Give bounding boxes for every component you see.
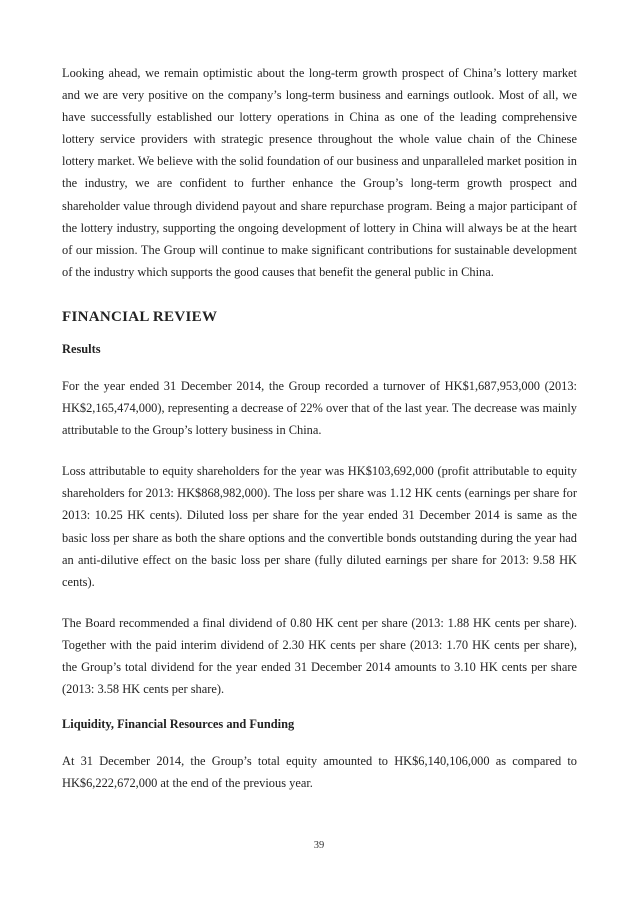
paragraph-turnover: For the year ended 31 December 2014, the Group recorded a turnover of HK$1,687,953,000 (2013: HK$2,165,474,000), representing a decrease of 22% over that of the last year. The decrease was mainly attributable to the Group’s lottery business in China.	[62, 378, 577, 438]
page-content	[62, 62, 577, 794]
paragraph-total-equity: At 31 December 2014, the Group’s total equity amounted to HK$6,140,106,000 as compared to HK$6,222,672,000 at the end of the previous year.	[62, 754, 577, 791]
subheading-results: Results	[62, 341, 101, 356]
paragraph-dividend: The Board recommended a final dividend of 0.80 HK cent per share (2013: 1.88 HK cents per share). Together with the paid interim dividend of 2.30 HK cents per share (2013: 1.70 HK cents per share), the Group’s total dividend for the year ended 31 December 2014 amounts to 3.10 HK cents per share (2013: 3.58 HK cents per share).	[62, 615, 577, 697]
paragraph-loss-per-share: Loss attributable to equity shareholders for the year was HK$103,692,000 (profit attributable to equity shareholders for 2013: HK$868,982,000). The loss per share was 1.12 HK cents (earnings per share for 2013: 10.25 HK cents). Diluted loss per share for the year ended 31 December 2014 is same as the basic loss per share as both the share options and the convertible bonds outstanding during the year had an anti-dilutive effect on the basic loss per share (fully diluted earnings per share for 2013: 9.58 HK cents).	[62, 464, 577, 589]
section-heading-financial-review: FINANCIAL REVIEW	[62, 308, 218, 325]
intro-paragraph: Looking ahead, we remain optimistic about the long-term growth prospect of China’s lottery market and we are very positive on the company’s long-term business and earnings outlook. Most of all, we have successfully established our lottery operations in China as one of the leading comprehensive lottery service providers with strategic presence throughout the whole value chain of the Chinese lottery market. We believe with the solid foundation of our business and unparalleled market position in the industry, we are confident to further enhance the Group’s long-term growth prospect and shareholder value through dividend payout and share repurchase program. Being a major participant of the lottery industry, supporting the ongoing development of lottery in China will always be at the heart of our mission. The Group will continue to make significant contributions for sustainable development of the industry which supports the good causes that benefit the general public in China.	[62, 66, 577, 279]
page-number: 39	[313, 840, 325, 851]
subheading-liquidity: Liquidity, Financial Resources and Funding	[62, 717, 295, 732]
